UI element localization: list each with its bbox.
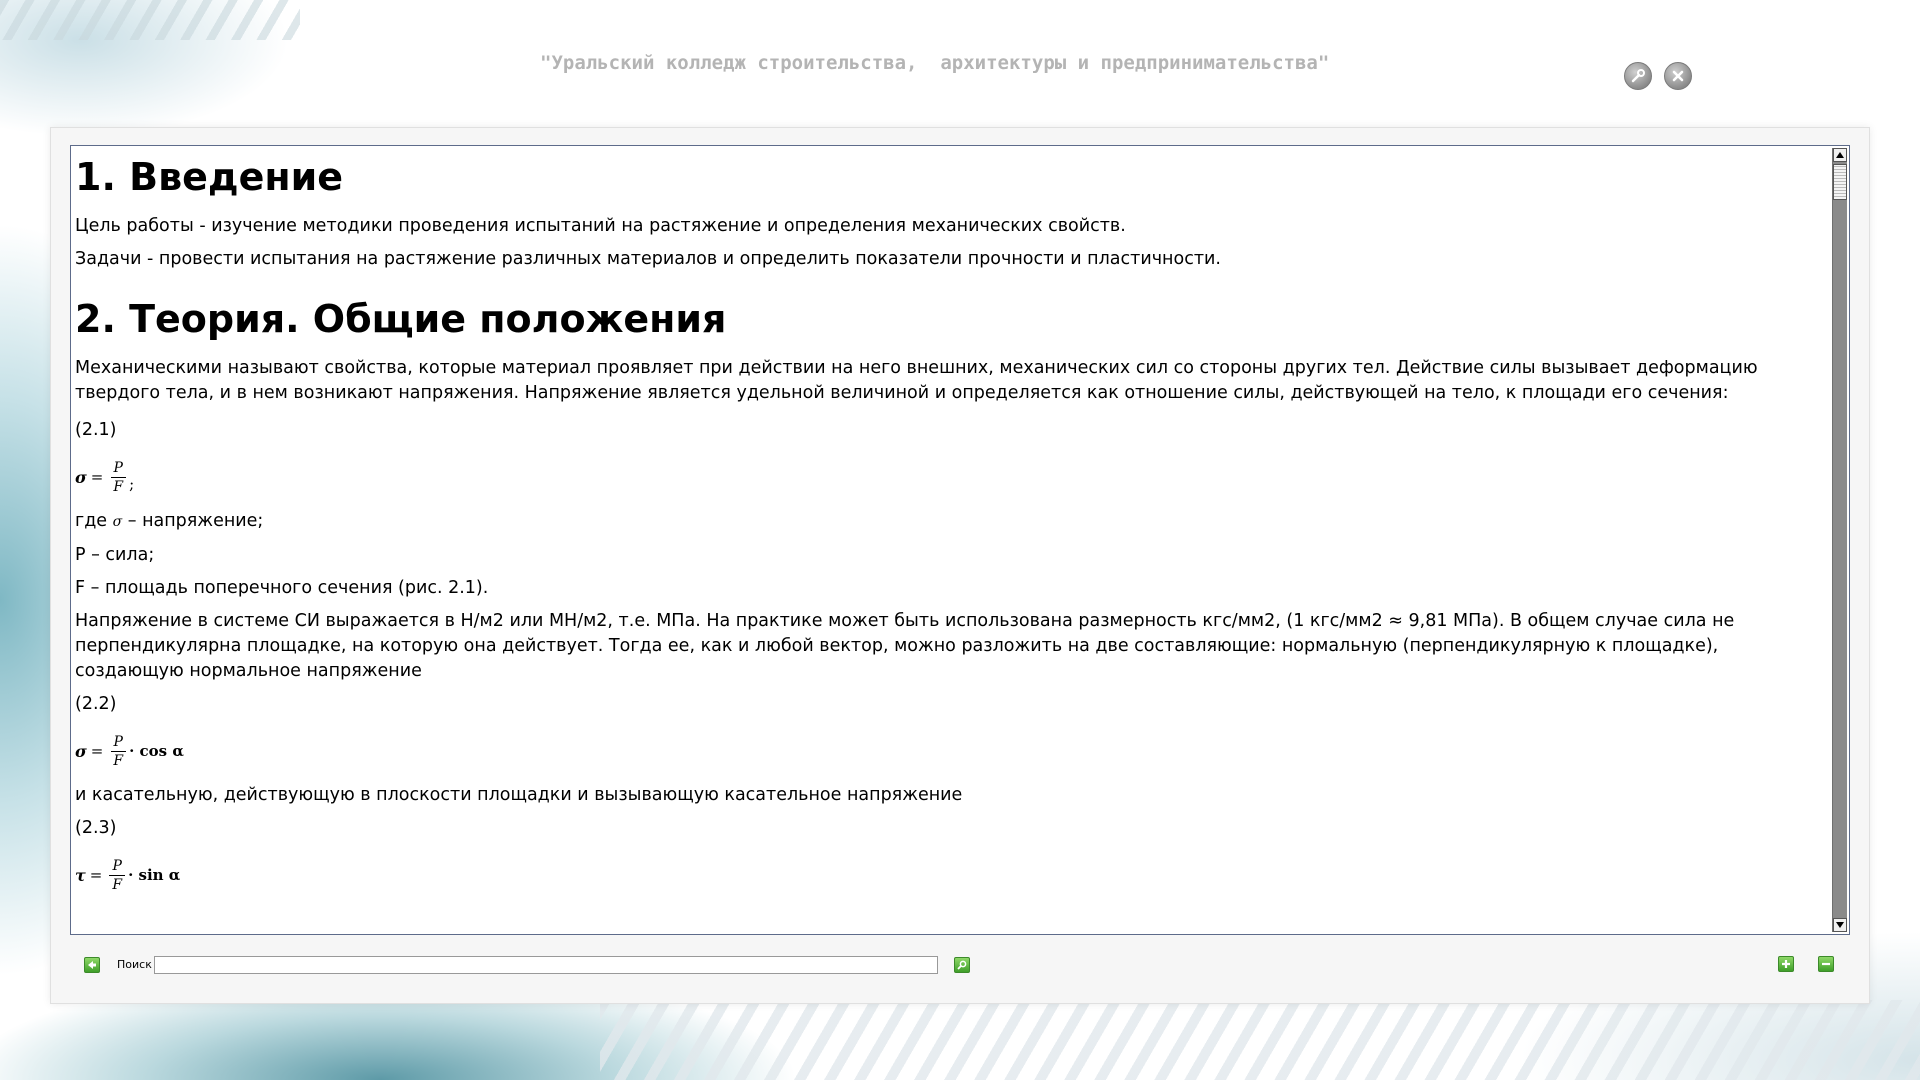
intro-paragraph: Механическими называют свойства, которые материал проявляет при действии на него внешних, механических сил со стороны других тел. Действие силы вызывает деформацию твердого тела, и в нем возникают напряжения. Напряжение является удельной величиной и определяется как отношение силы, действующей на тело, к площади его сечения: [75, 358, 1758, 403]
zoom-in-button[interactable] [1778, 956, 1794, 972]
search-icon [957, 960, 967, 970]
fraction-denominator: F [113, 752, 124, 769]
vertical-scrollbar[interactable] [1832, 148, 1847, 932]
equation-tail: · cos α [129, 742, 184, 760]
section-heading-theory: 2. Теория. Общие положения [75, 297, 727, 341]
close-button[interactable] [1664, 62, 1692, 90]
sigma-symbol: σ [112, 514, 123, 530]
where-prefix: где [75, 511, 113, 531]
tasks-paragraph: Задачи - провести испытания на растяжение различных материалов и определить показатели прочности и пластичности. [75, 249, 1221, 269]
equation-lhs: σ [75, 741, 87, 761]
equation-2-1 [75, 451, 1829, 503]
equation-label-2-1: (2.1) [75, 420, 117, 440]
plus-icon [1781, 959, 1791, 969]
fraction-denominator: F [112, 876, 123, 893]
document-content [75, 150, 1829, 907]
equation-lhs: τ [75, 865, 86, 885]
zoom-out-button[interactable] [1818, 956, 1834, 972]
fraction-numerator: P [109, 857, 124, 876]
equation-label-2-2: (2.2) [75, 694, 117, 714]
search-input[interactable] [154, 956, 938, 974]
app-title: "Уральский колледж строительства, архитектуры и предпринимательства" [540, 52, 1330, 74]
fraction [110, 459, 126, 496]
minus-icon [1821, 959, 1831, 969]
scroll-up-button[interactable] [1833, 148, 1847, 162]
equation-equals: = [90, 468, 104, 486]
equation-2-2 [75, 725, 1829, 777]
fraction-numerator: P [111, 459, 126, 478]
f-definition: F – площадь поперечного сечения (рис. 2.1). [75, 578, 489, 598]
search-button[interactable] [954, 957, 970, 973]
equation-equals: = [90, 742, 104, 760]
equation-tail: · sin α [128, 866, 181, 884]
goal-paragraph: Цель работы - изучение методики проведения испытаний на растяжение и определения механических свойств. [75, 216, 1126, 236]
where-suffix: – напряжение; [122, 511, 264, 531]
tangent-paragraph: и касательную, действующую в плоскости площадки и вызывающую касательное напряжение [75, 785, 963, 805]
document-view[interactable] [70, 145, 1850, 935]
background-decoration-top [0, 0, 300, 40]
fraction [109, 857, 125, 894]
settings-button[interactable] [1624, 62, 1652, 90]
where-sigma-line [75, 509, 1829, 535]
close-icon [1670, 68, 1686, 84]
fraction [110, 733, 126, 770]
background-decoration-bottom [600, 1000, 1920, 1080]
equation-tail: ; [129, 475, 135, 493]
scroll-thumb[interactable] [1833, 164, 1847, 200]
wrench-icon [1630, 68, 1646, 84]
section-heading-introduction: 1. Введение [75, 155, 344, 199]
equation-2-3 [75, 849, 1829, 901]
arrow-left-icon [87, 960, 97, 970]
equation-label-2-3: (2.3) [75, 818, 117, 838]
equation-lhs: σ [75, 467, 87, 487]
search-label: Поиск [117, 958, 152, 971]
equation-equals: = [89, 866, 103, 884]
fraction-denominator: F [113, 478, 124, 495]
fraction-numerator: P [111, 733, 126, 752]
si-units-paragraph: Напряжение в системе СИ выражается в Н/м2 или МН/м2, т.е. МПа. На практике может быть использована размерность кгс/мм2, (1 кгс/мм2 ≈ 9,81 МПа). В общем случае сила не перпендикулярна площадке, на которую она действует. Тогда ее, как и любой вектор, можно разложить на две составляющие: нормальную (перпендикулярную к площадке), создающую нормальное напряжение [75, 611, 1735, 681]
back-button[interactable] [84, 957, 100, 973]
arrow-down-icon [1836, 922, 1844, 928]
p-definition: P – сила; [75, 545, 155, 565]
arrow-up-icon [1836, 152, 1844, 158]
scroll-down-button[interactable] [1833, 918, 1847, 932]
